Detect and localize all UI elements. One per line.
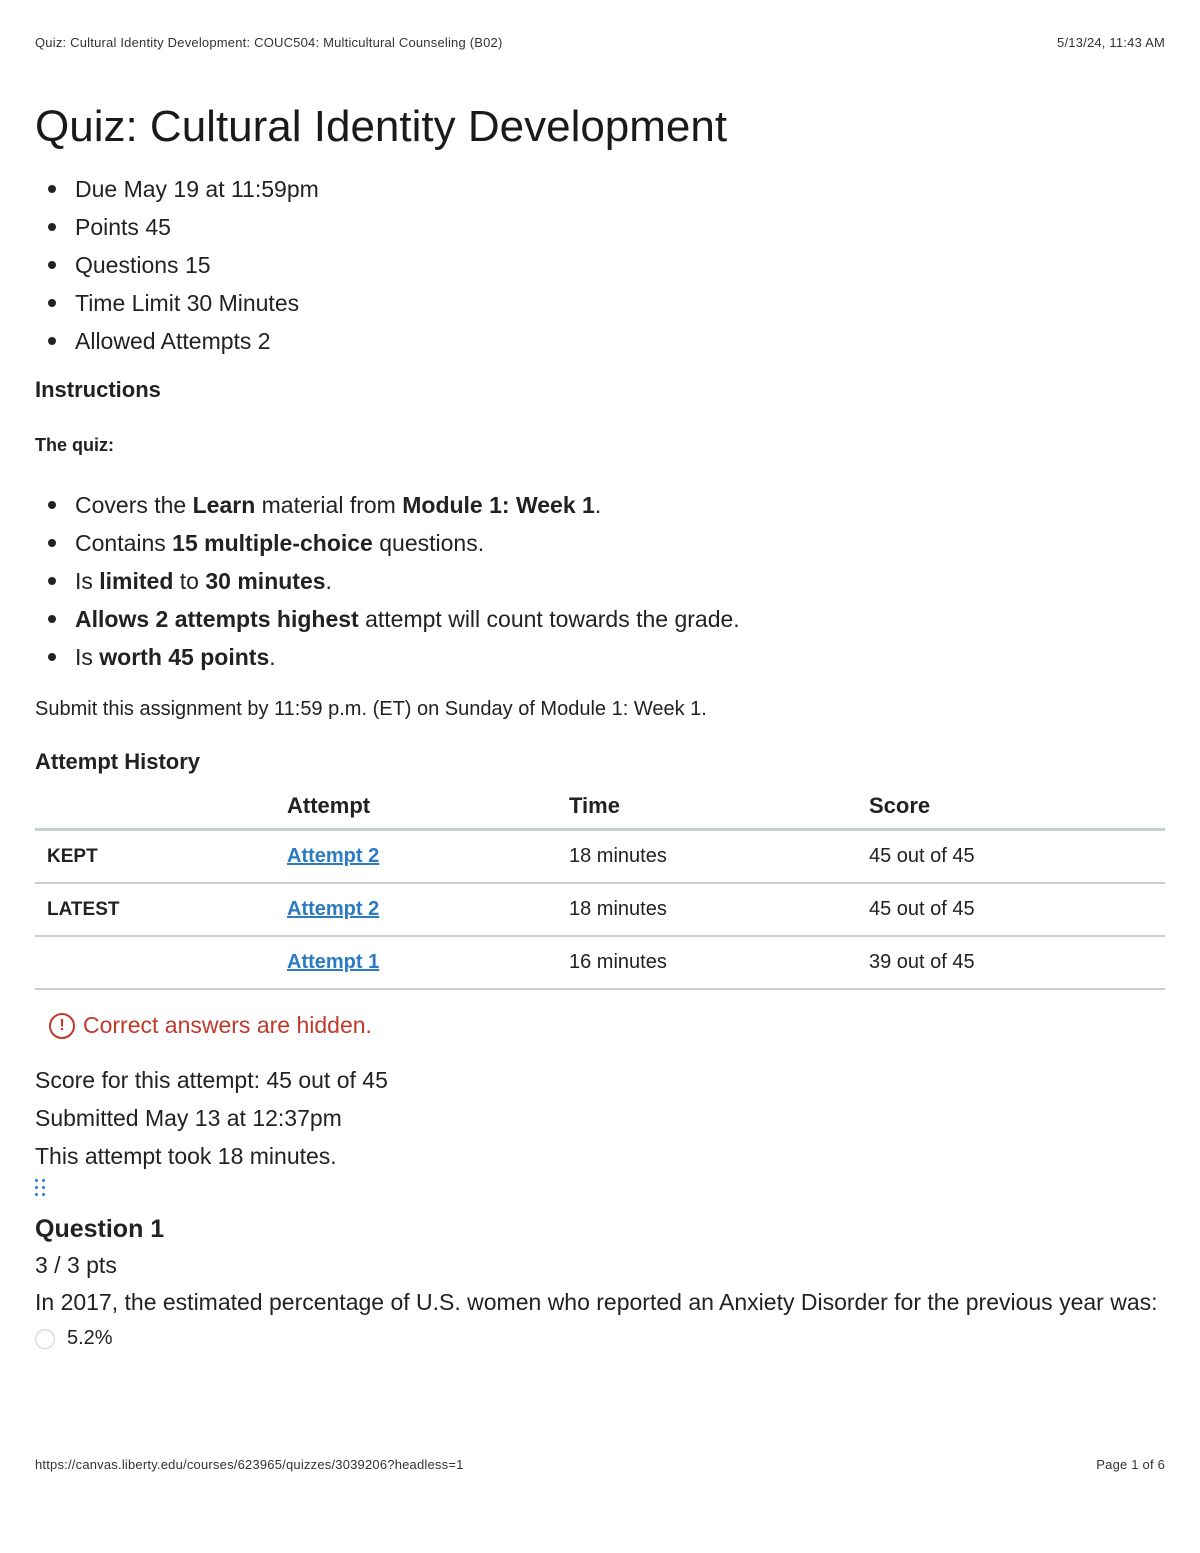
table-row: [35, 830, 1165, 884]
attempt-history-heading: Attempt History: [35, 749, 201, 774]
instruction-item: Is worth 45 points.: [75, 638, 1165, 676]
instruction-item: Covers the Learn material from Module 1: Week 1.: [75, 486, 1165, 524]
column-header-time: Time: [557, 784, 857, 830]
drag-handle-icon[interactable]: [35, 1179, 47, 1205]
column-header-score: Score: [857, 784, 1165, 830]
attempt-score: 45 out of 45: [857, 883, 1165, 936]
attempt-history-table: [35, 784, 1165, 990]
attempt-info: [35, 1061, 1165, 1175]
status-badge: [35, 936, 275, 989]
warning-icon: !: [49, 1013, 75, 1039]
answer-option[interactable]: [35, 1327, 1165, 1350]
quiz-content: [35, 100, 1165, 1350]
column-header-attempt: Attempt: [275, 784, 557, 830]
print-footer: [35, 1457, 1165, 1472]
status-badge: LATEST: [35, 883, 275, 936]
instructions-list: [35, 486, 1165, 676]
the-quiz-label: The quiz:: [35, 435, 114, 455]
instruction-item: Allows 2 attempts highest attempt will count towards the grade.: [75, 600, 1165, 638]
attempt-time: 16 minutes: [557, 936, 857, 989]
instruction-item: Contains 15 multiple-choice questions.: [75, 524, 1165, 562]
attempt-link[interactable]: Attempt 2: [287, 845, 380, 867]
attempt-score-summary: Score for this attempt: 45 out of 45: [35, 1067, 388, 1093]
answers-hidden-text: Correct answers are hidden.: [83, 1012, 372, 1038]
question-points: 3 / 3 pts: [35, 1252, 117, 1278]
status-badge: KEPT: [35, 830, 275, 884]
meta-questions: Questions 15: [75, 246, 1165, 284]
question-text: In 2017, the estimated percentage of U.S. women who reported an Anxiety Disorder for the previous year was:: [35, 1289, 1158, 1315]
print-header-datetime: 5/13/24, 11:43 AM: [1057, 35, 1165, 50]
answers-hidden-notice: [49, 1012, 1165, 1039]
meta-points: Points 45: [75, 208, 1165, 246]
print-header: [35, 35, 1165, 50]
print-header-title: Quiz: Cultural Identity Development: COUC504: Multicultural Counseling (B02): [35, 35, 503, 50]
instruction-item: Is limited to 30 minutes.: [75, 562, 1165, 600]
attempt-link[interactable]: Attempt 2: [287, 898, 380, 920]
print-footer-page: Page 1 of 6: [1096, 1457, 1165, 1472]
attempt-time: 18 minutes: [557, 830, 857, 884]
table-header-row: [35, 784, 1165, 830]
meta-due: Due May 19 at 11:59pm: [75, 170, 1165, 208]
page-title: Quiz: Cultural Identity Development: [35, 102, 728, 151]
radio-button-icon[interactable]: [35, 1329, 55, 1349]
instructions-heading: Instructions: [35, 377, 161, 402]
print-footer-url: https://canvas.liberty.edu/courses/623965/quizzes/3039206?headless=1: [35, 1457, 464, 1472]
attempt-score: 45 out of 45: [857, 830, 1165, 884]
attempt-link[interactable]: Attempt 1: [287, 951, 380, 973]
column-header-status: [35, 784, 275, 830]
question-title: Question 1: [35, 1215, 165, 1243]
quiz-meta-list: [35, 170, 1165, 360]
answer-label: 5.2%: [67, 1327, 113, 1349]
meta-time-limit: Time Limit 30 Minutes: [75, 284, 1165, 322]
attempt-submitted-time: Submitted May 13 at 12:37pm: [35, 1105, 342, 1131]
table-row: [35, 883, 1165, 936]
submit-note: Submit this assignment by 11:59 p.m. (ET) on Sunday of Module 1: Week 1.: [35, 698, 707, 720]
meta-allowed-attempts: Allowed Attempts 2: [75, 322, 1165, 360]
table-row: [35, 936, 1165, 989]
attempt-duration: This attempt took 18 minutes.: [35, 1143, 337, 1169]
attempt-time: 18 minutes: [557, 883, 857, 936]
attempt-score: 39 out of 45: [857, 936, 1165, 989]
